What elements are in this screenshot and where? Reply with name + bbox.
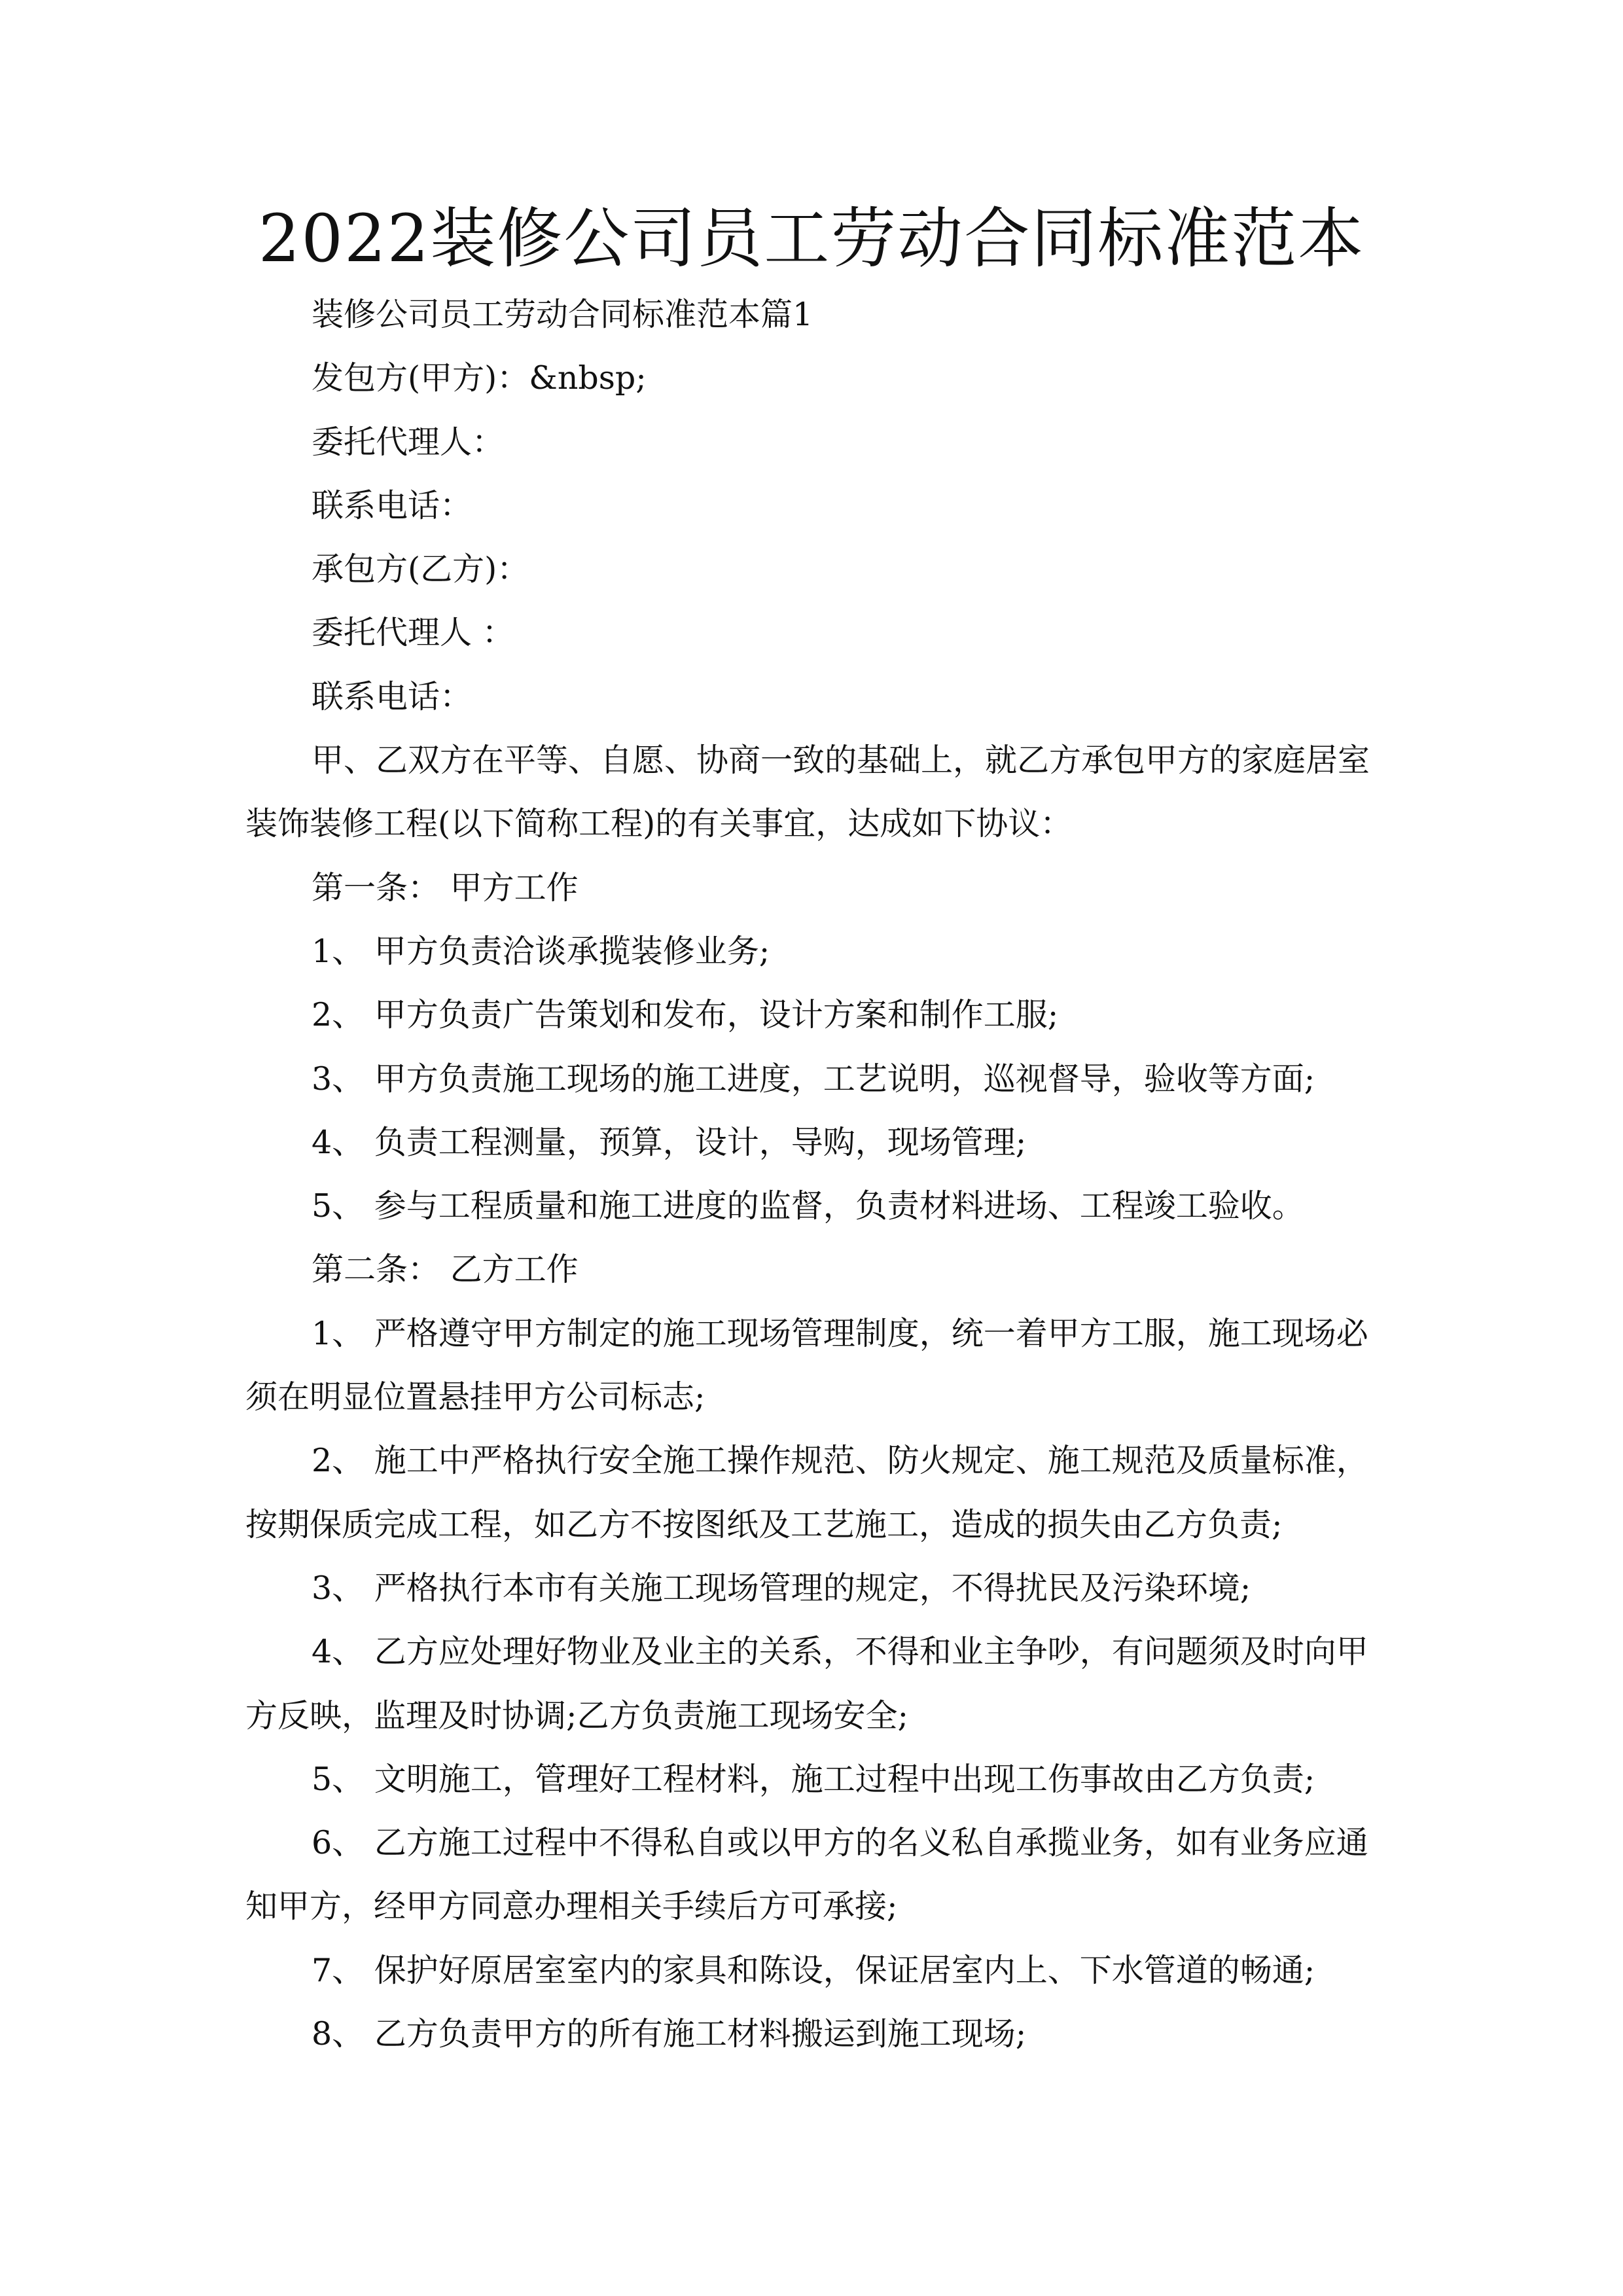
list-item-continuation: 按期保质完成工程，如乙方不按图纸及工艺施工，造成的损失由乙方负责; xyxy=(245,1505,1283,1543)
list-item: 4、 负责工程测量，预算，设计，导购，现场管理; xyxy=(312,1123,1027,1161)
document-title: 2022装修公司员工劳动合同标准范本 xyxy=(258,200,1365,277)
list-item: 4、 乙方应处理好物业及业主的关系，不得和业主争吵，有问题须及时向甲 xyxy=(312,1633,1368,1671)
list-item: 2、 甲方负责广告策划和发布，设计方案和制作工服; xyxy=(312,996,1059,1034)
list-item: 1、 甲方负责洽谈承揽装修业务; xyxy=(312,932,770,970)
party-a-agent-line: 委托代理人： xyxy=(312,423,505,461)
list-item: 1、 严格遵守甲方制定的施工现场管理制度，统一着甲方工服，施工现场必 xyxy=(312,1314,1368,1352)
party-a-line: 发包方(甲方)：&nbsp; xyxy=(312,359,647,397)
party-b-line: 承包方(乙方)： xyxy=(312,550,529,588)
party-b-phone-line: 联系电话： xyxy=(312,677,473,715)
party-b-agent-line: 委托代理人 ： xyxy=(312,614,514,652)
article-heading: 第二条： 乙方工作 xyxy=(312,1251,579,1289)
list-item: 5、 文明施工，管理好工程材料，施工过程中出现工伤事故由乙方负责; xyxy=(312,1760,1315,1798)
document-body xyxy=(245,283,1397,2066)
list-item: 3、 严格执行本市有关施工现场管理的规定，不得扰民及污染环境; xyxy=(312,1569,1251,1607)
list-item-continuation: 方反映，监理及时协调;乙方负责施工现场安全; xyxy=(245,1696,909,1734)
list-item-continuation: 知甲方，经甲方同意办理相关手续后方可承接; xyxy=(245,1888,898,1926)
party-a-phone-line: 联系电话： xyxy=(312,486,473,524)
list-item: 8、 乙方负责甲方的所有施工材料搬运到施工现场; xyxy=(312,2015,1027,2053)
list-item: 5、 参与工程质量和施工进度的监督，负责材料进场、工程竣工验收。 xyxy=(312,1187,1304,1225)
list-item: 6、 乙方施工过程中不得私自或以甲方的名义私自承揽业务，如有业务应通 xyxy=(312,1824,1368,1862)
article-heading: 第一条： 甲方工作 xyxy=(312,869,579,906)
paragraph-line: 甲、乙双方在平等、自愿、协商一致的基础上，就乙方承包甲方的家庭居室 xyxy=(312,742,1370,780)
list-item: 2、 施工中严格执行安全施工操作规范、防火规定、施工规范及质量标准， xyxy=(312,1442,1368,1480)
list-item: 7、 保护好原居室室内的家具和陈设，保证居室内上、下水管道的畅通; xyxy=(312,1951,1315,1989)
paragraph-line: 装饰装修工程(以下简称工程)的有关事宜，达成如下协议： xyxy=(245,805,1073,843)
section-heading: 装修公司员工劳动合同标准范本篇1 xyxy=(312,296,813,333)
list-item: 3、 甲方负责施工现场的施工进度，工艺说明，巡视督导，验收等方面; xyxy=(312,1060,1315,1098)
list-item-continuation: 须在明显位置悬挂甲方公司标志; xyxy=(245,1378,705,1416)
